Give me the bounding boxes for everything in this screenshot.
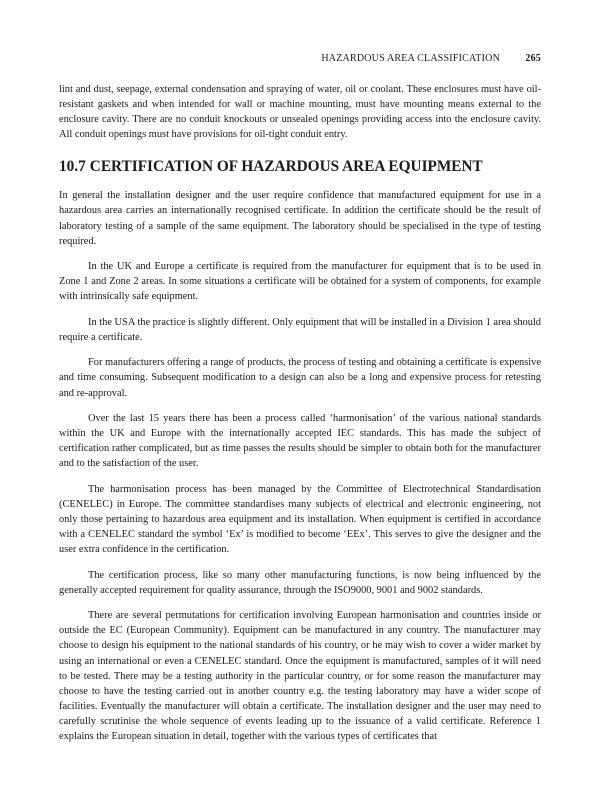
paragraph-manufacturers: For manufacturers offering a range of products, the process of testing and obtaining a certificate is expensive and time consuming. Subsequent modification to a design can also be a long and expensive process for retesting and re-approval. — [59, 357, 541, 399]
page-body — [59, 82, 541, 755]
paragraph-uk-europe: In the UK and Europe a certificate is required from the manufacturer for equipment that is to be used in Zone 1 and Zone 2 areas. In some situations a certificate will be obtained for a system of components, for example with intrinsically safe equipment. — [59, 261, 541, 303]
paragraph-harmonisation: Over the last 15 years there has been a process called ‘harmonisation’ of the various national standards within the UK and Europe with the internationally accepted IEC standards. This has made the subject of certification rather complicated, but as time passes the results should be simpler to obtain both for the manufacturer and to the satisfaction of the user. — [59, 413, 541, 470]
page-number: 265 — [525, 53, 541, 64]
section-title: CERTIFICATION OF HAZARDOUS AREA EQUIPMENT — [89, 158, 483, 176]
section-number: 10.7 — [59, 158, 86, 176]
paragraph-cenelec: The harmonisation process has been managed by the Committee of Electrotechnical Standardisation (CENELEC) in Europe. The committee standardises many subjects of electrical and electronic engineering, not only those pertaining to hazardous area equipment and its installation. When equipment is certified in accordance with a CENELEC standard the symbol ‘Ex’ is modified to become ‘EEx’. This serves to give the designer and the user extra confidence in the certification. — [59, 483, 541, 556]
paragraph-usa: In the USA the practice is slightly different. Only equipment that will be installed in a Division 1 area should require a certificate. — [59, 316, 541, 343]
section-heading — [59, 157, 541, 176]
paragraph-certificate-confidence: In general the installation designer and the user require confidence that manufactured equipment for use in a hazardous area carries an internationally recognised certificate. In addition the certificate should be the result of laboratory testing of a sample of the same equipment. The laboratory should be specialised in the type of testing required. — [59, 190, 541, 247]
continued-paragraph: lint and dust, seepage, external condensation and spraying of water, oil or coolant. These enclosures must have oil-resistant gaskets and when intended for wall or machine mounting, must have mounting means external to the enclosure cavity. There are no conduit knockouts or unsealed openings providing access into the enclosure cavity. All conduit openings must have provisions for oil-tight conduit entry. — [59, 84, 541, 141]
paragraph-quality-assurance: The certification process, like so many other manufacturing functions, is now being influenced by the generally accepted requirement for quality assurance, through the ISO9000, 9001 and 9002 standards. — [59, 569, 541, 596]
running-title: HAZARDOUS AREA CLASSIFICATION — [321, 53, 500, 64]
paragraph-permutations: There are several permutations for certification involving European harmonisation and countries inside or outside the EC (European Community). Equipment can be manufactured in any country. The manufacturer may choose to design his equipment to the national standards of his country, or he may wish to cover a wider market by using an international or even a CENELEC standard. Once the equipment is manufactured, samples of it will need to be tested. There may be a testing authority in the particular country, or for some reason the manufacturer may choose to have the testing carried out in another country e.g. the testing laboratory may have a wider scope of facilities. Eventually the manufacturer will obtain a certificate. The installation designer and the user may need to carefully scrutinise the whole sequence of events leading up to the issuance of a valid certificate. Reference 1 explains the European situation in detail, together with the various types of certificates that — [59, 610, 541, 743]
running-header — [59, 52, 541, 66]
